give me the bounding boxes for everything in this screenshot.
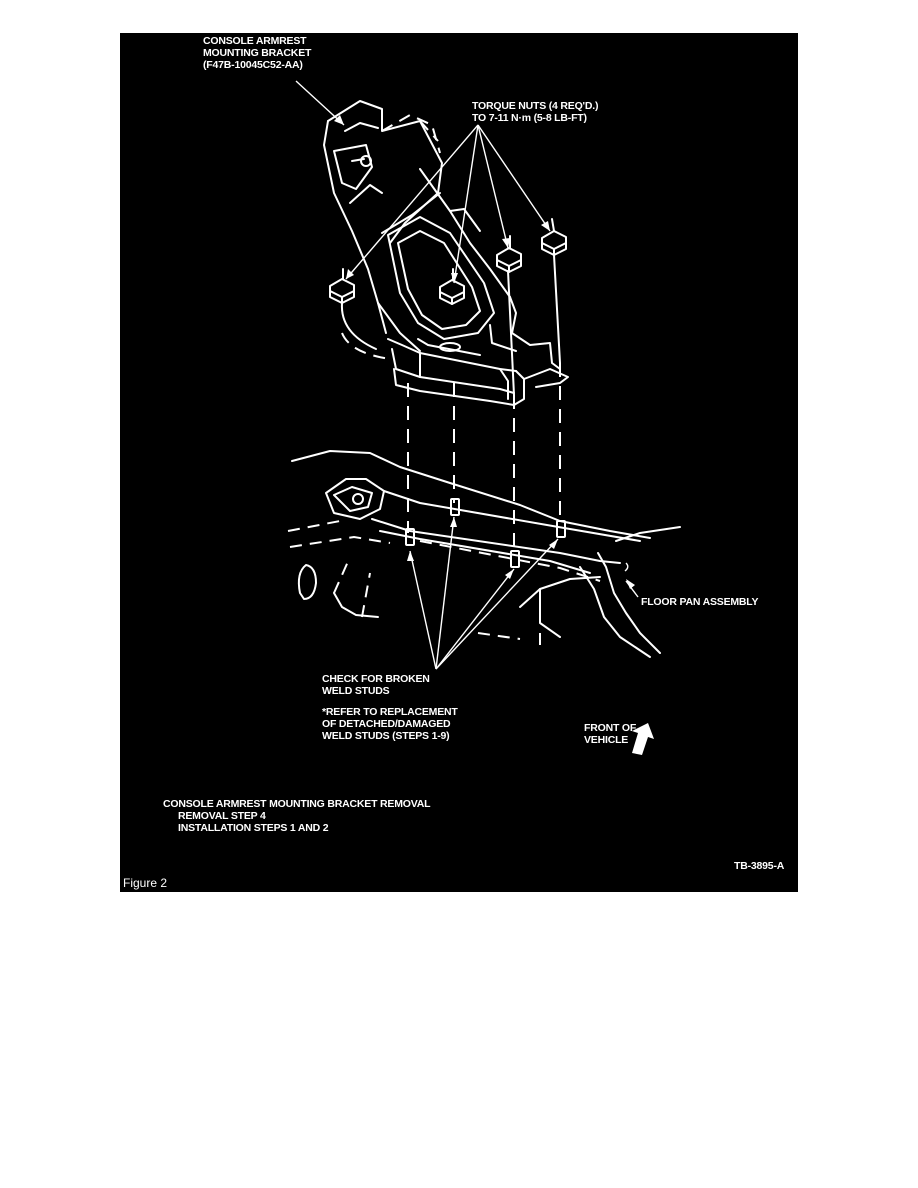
leader-lines [296,81,638,669]
check-studs-line: WELD STUDS [322,685,390,697]
check-studs-label [322,673,430,697]
arrowhead [541,221,550,231]
figure-caption [163,798,430,834]
armrest-bracket-drawing [324,101,568,405]
reference-code: TB-3895-A [734,860,785,872]
weld-stud [557,521,565,537]
arrowhead [450,517,457,527]
bracket-part-number: (F47B-10045C52-AA) [203,59,303,71]
refer-note-line: WELD STUDS (STEPS 1-9) [322,730,450,742]
bracket-label-line: MOUNTING BRACKET [203,47,312,59]
bracket-label [203,35,311,71]
torque-spec: TO 7-11 N·m (5-8 LB-FT) [472,112,587,124]
diagram-figure [120,33,798,892]
weld-stud [511,551,519,567]
caption-step: INSTALLATION STEPS 1 AND 2 [178,822,329,834]
caption-step: REMOVAL STEP 4 [178,810,266,822]
arrowhead [407,551,414,561]
refer-note-line: *REFER TO REPLACEMENT [322,706,458,718]
figure-label: Figure 2 [123,876,168,890]
check-studs-line: CHECK FOR BROKEN [322,673,430,685]
front-of-vehicle-line: VEHICLE [584,734,629,746]
bracket-illustration [120,33,798,892]
torque-label-line: TORQUE NUTS (4 REQ'D.) [472,100,599,112]
refer-note [322,706,458,742]
front-of-vehicle-label [584,722,636,746]
floor-pan-drawing [288,451,680,657]
bracket-label-line: CONSOLE ARMREST [203,35,307,47]
torque-label [472,100,598,124]
arrowhead [502,238,510,248]
refer-note-line: OF DETACHED/DAMAGED [322,718,451,730]
arrowhead [626,579,635,589]
caption-title: CONSOLE ARMREST MOUNTING BRACKET REMOVAL [163,798,431,810]
arrowhead [505,569,514,579]
floor-pan-label: FLOOR PAN ASSEMBLY [641,596,759,608]
front-of-vehicle-line: FRONT OF [584,722,637,734]
